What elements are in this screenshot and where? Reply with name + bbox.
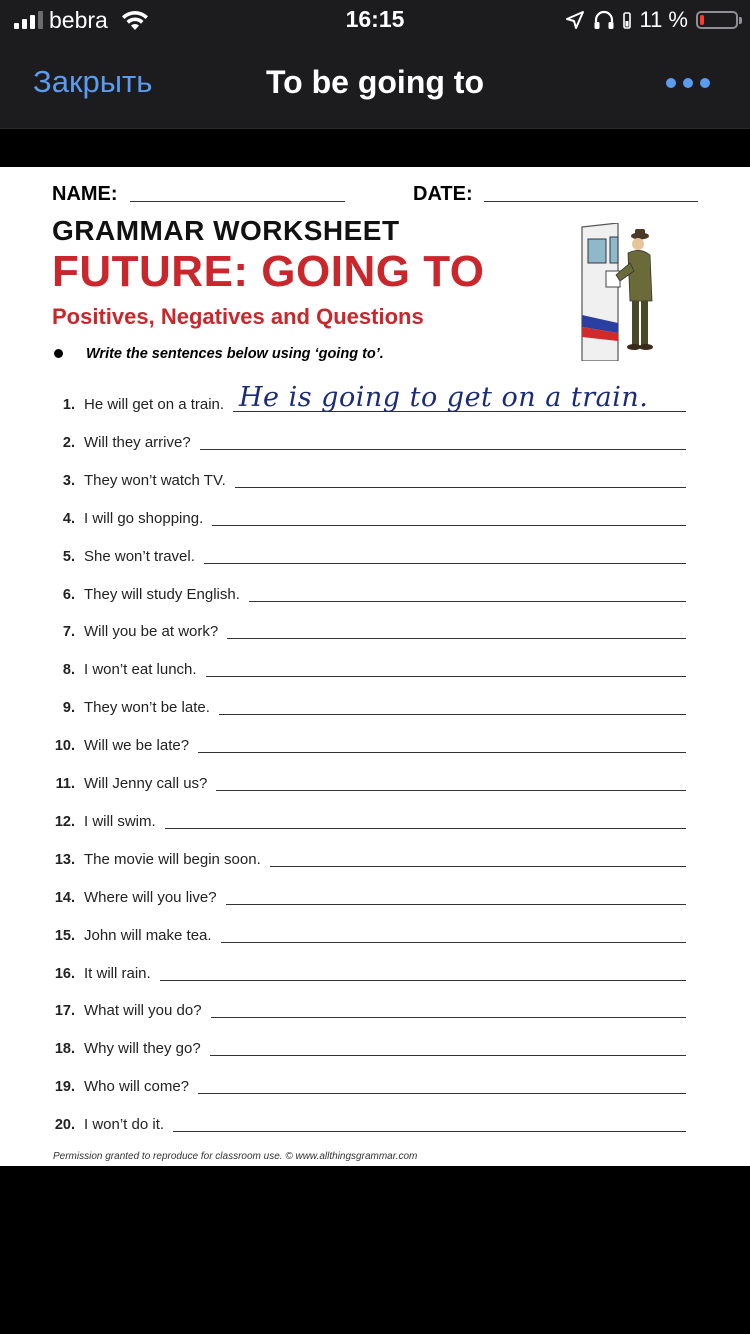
exercise-row: [0, 804, 750, 834]
exercise-sentence: Will Jenny call us?: [84, 775, 208, 792]
worksheet-title: GRAMMAR WORKSHEET: [52, 215, 400, 246]
exercise-row: [0, 690, 750, 720]
exercise-number: 16.: [54, 965, 75, 982]
exercise-row: [0, 1031, 750, 1061]
exercise-number: 9.: [62, 700, 75, 717]
exercise-sentence: She won’t travel.: [84, 547, 195, 565]
exercise-row: [0, 880, 750, 910]
name-label: NAME:: [52, 183, 118, 205]
answer-line: [206, 676, 686, 677]
exercise-row: [0, 993, 750, 1023]
exercise-sentence: John will make tea.: [84, 926, 212, 944]
exercise-number: 10.: [54, 738, 75, 755]
exercise-sentence: Will they arrive?: [84, 433, 191, 451]
answer-line: [249, 601, 686, 602]
navigation-bar: [0, 40, 750, 129]
answer-line: [211, 1017, 686, 1018]
exercise-row: [0, 614, 750, 644]
exercise-number: 3.: [62, 472, 75, 489]
exercise-number: 12.: [54, 813, 75, 830]
handwritten-answer: He is going to get on a train.: [239, 382, 649, 413]
worksheet-image: [0, 167, 750, 1166]
answer-line: [226, 904, 686, 905]
status-right: [565, 6, 738, 34]
exercise-sentence: They won’t be late.: [84, 699, 210, 717]
exercise-row: [0, 728, 750, 758]
exercise-number: 4.: [62, 510, 75, 527]
exercise-sentence: He will get on a train.: [84, 396, 225, 413]
status-time: 16:15: [345, 6, 405, 32]
exercise-row: [0, 425, 750, 455]
answer-line: [227, 638, 686, 639]
answer-line: [200, 449, 686, 450]
answer-line: [216, 790, 686, 791]
exercise-sentence: I won’t do it.: [84, 1116, 165, 1134]
page-title: To be going to: [265, 64, 484, 100]
exercise-number: 2.: [62, 434, 75, 451]
exercise-number: 5.: [62, 548, 75, 565]
exercise-number: 6.: [62, 586, 75, 603]
exercise-row: [0, 1107, 750, 1137]
exercise-sentence: I will go shopping.: [84, 509, 204, 527]
exercise-row: [0, 501, 750, 531]
exercise-sentence: Why will they go?: [84, 1040, 201, 1058]
exercise-number: 8.: [62, 662, 75, 679]
worksheet-main-title: FUTURE: GOING TO: [52, 247, 485, 296]
exercise-sentence: It will rain.: [84, 964, 151, 982]
answer-line: [204, 563, 686, 564]
exercise-row: [0, 652, 750, 682]
exercise-number: 14.: [54, 889, 75, 906]
answer-line: [219, 714, 686, 715]
exercise-number: 18.: [54, 1041, 75, 1058]
exercise-row: [0, 382, 750, 417]
battery-percent: 11 %: [639, 7, 688, 32]
location-icon: [565, 10, 585, 30]
name-line: [130, 201, 345, 202]
carrier-name: bebra: [49, 6, 108, 33]
battery-level: [700, 15, 704, 25]
date-line: [484, 201, 698, 202]
worksheet-footer: Permission granted to reproduce for classroom use. © www.allthingsgrammar.com: [53, 1151, 418, 1162]
answer-line: [198, 1093, 686, 1094]
exercise-row: [0, 918, 750, 948]
exercise-row: [0, 766, 750, 796]
answer-line: [221, 942, 686, 943]
exercise-sentence: Will you be at work?: [84, 623, 219, 641]
worksheet-subtitle: Positives, Negatives and Questions: [52, 304, 424, 329]
ellipsis-icon[interactable]: [666, 78, 710, 88]
exercise-number: 20.: [54, 1117, 75, 1134]
date-label: DATE:: [413, 183, 473, 205]
answer-line: [165, 828, 686, 829]
exercise-row: [0, 842, 750, 872]
exercise-sentence: Will we be late?: [84, 737, 190, 755]
exercise-row: [0, 539, 750, 569]
exercise-sentence: What will you do?: [84, 1002, 202, 1020]
answer-line: [198, 752, 686, 753]
status-bar: [0, 0, 750, 40]
exercise-number: 11.: [55, 776, 75, 792]
close-button[interactable]: Закрыть: [33, 64, 153, 99]
exercise-number: 19.: [54, 1079, 75, 1096]
exercise-row: [0, 1069, 750, 1099]
exercise-number: 15.: [54, 927, 75, 944]
answer-line: [173, 1131, 686, 1132]
exercise-number: 1.: [62, 397, 75, 413]
headphones-icon: [593, 10, 615, 30]
answer-line: [235, 487, 686, 488]
exercise-sentence: Who will come?: [84, 1078, 190, 1096]
exercise-sentence: I won’t eat lunch.: [84, 661, 197, 679]
answer-line: [160, 980, 686, 981]
exercise-sentence: Where will you live?: [84, 888, 217, 906]
exercise-sentence: The movie will begin soon.: [84, 850, 261, 868]
battery-icon: [696, 11, 738, 29]
exercise-row: [0, 956, 750, 986]
exercise-sentence: They will study English.: [84, 585, 240, 603]
exercise-sentence: I will swim.: [84, 812, 156, 830]
answer-line: [212, 525, 686, 526]
battery-small-icon: [623, 10, 631, 30]
exercise-row: [0, 463, 750, 493]
exercise-number: 7.: [62, 624, 75, 641]
bullet-icon: [54, 349, 63, 358]
exercise-sentence: They won’t watch TV.: [84, 471, 226, 489]
worksheet-instruction: Write the sentences below using ‘going to’.: [86, 346, 384, 362]
exercise-row: [0, 577, 750, 607]
man-reading-timetable-illustration: [580, 223, 660, 361]
exercise-number: 13.: [54, 851, 75, 868]
answer-line: [270, 866, 686, 867]
answer-line: [210, 1055, 686, 1056]
exercise-number: 17.: [54, 1003, 75, 1020]
